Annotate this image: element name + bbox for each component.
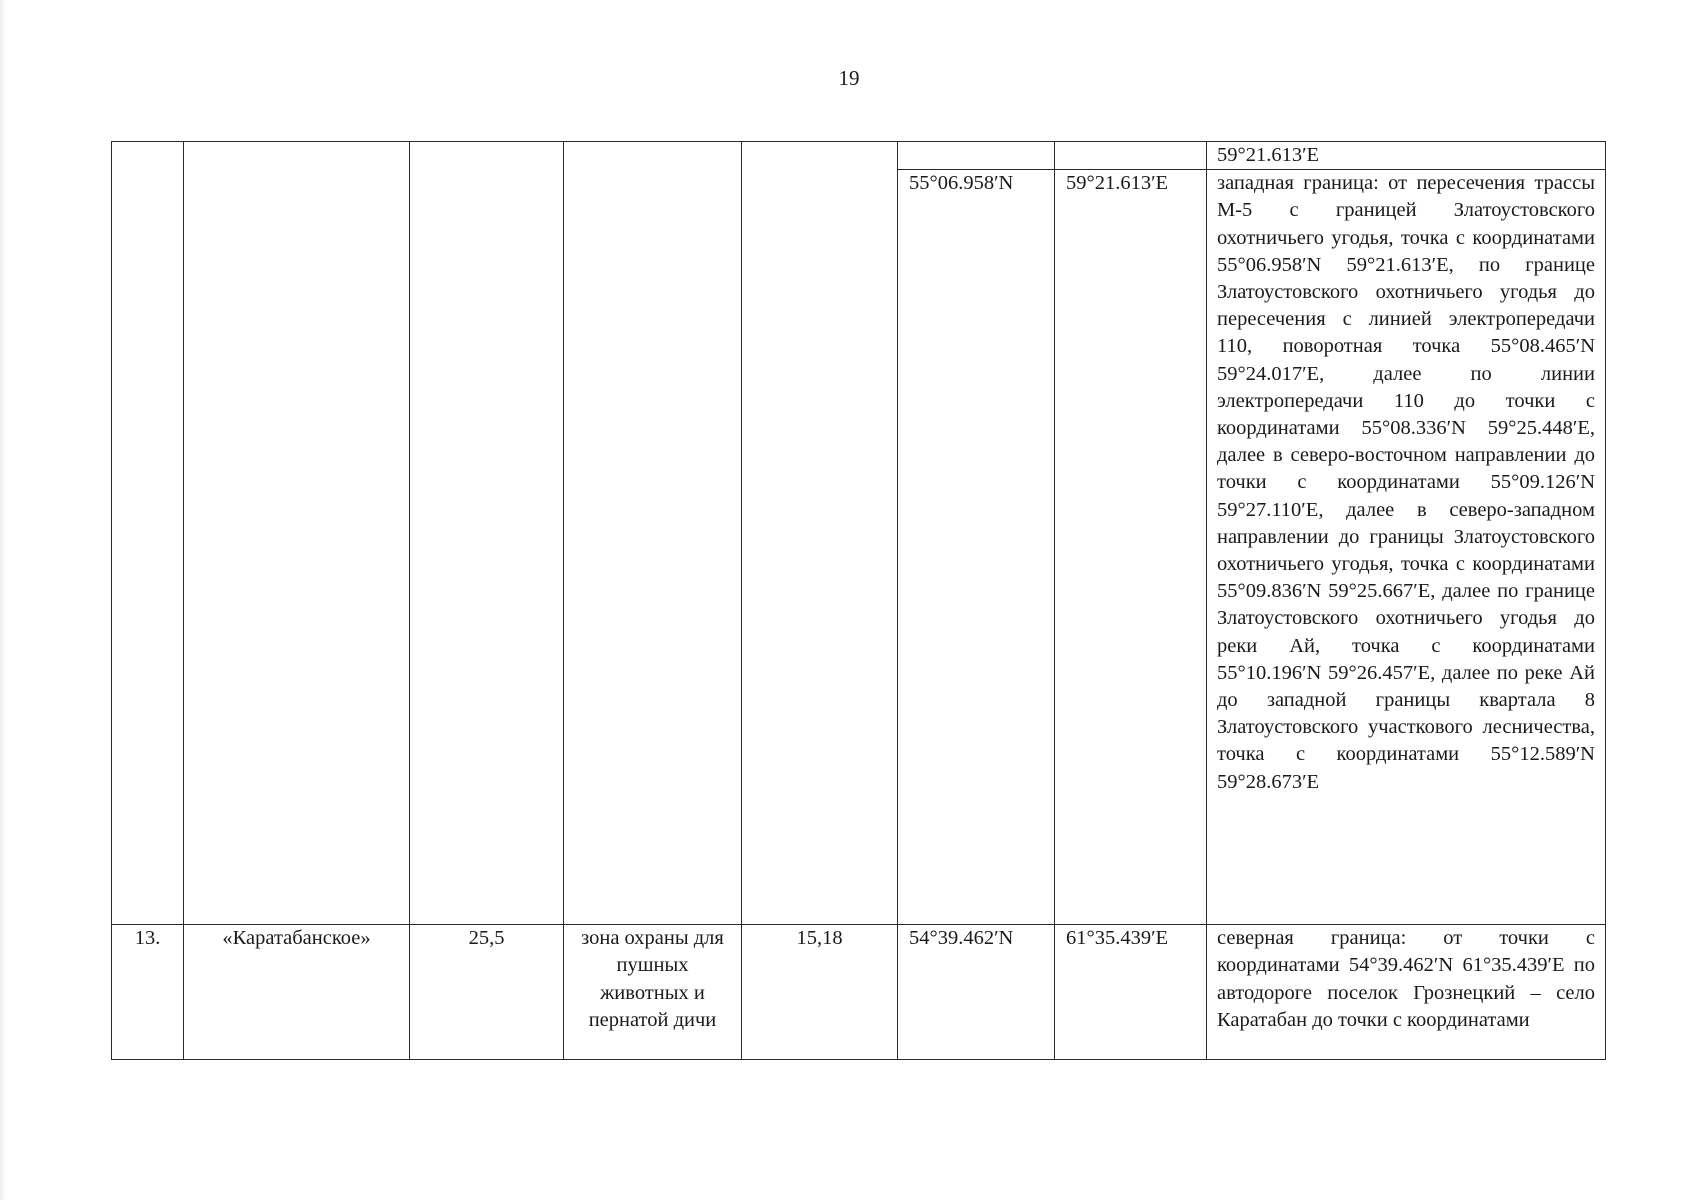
cell-size <box>742 142 898 925</box>
cell-boundary-description: северная граница: от точки с координатами 54°39.462′N 61°35.439′E по автодороге поселок Грознецкий – село Каратабан до точки с координатами <box>1207 925 1606 1060</box>
cell-name <box>184 142 410 925</box>
cell-number <box>112 142 184 925</box>
cell-name: «Каратабанское» <box>184 925 410 1060</box>
cell-zone-type <box>564 142 742 925</box>
boundary-table <box>111 141 1606 1060</box>
cell-number: 13. <box>112 925 184 1060</box>
cell-zone-type: зона охраны для пушных животных и пернатой дичи <box>564 925 742 1060</box>
cell-latitude <box>898 142 1055 170</box>
scan-edge <box>0 0 6 1200</box>
cell-longitude <box>1055 142 1207 170</box>
table-row <box>112 925 1606 1060</box>
cell-longitude: 61°35.439′E <box>1055 925 1207 1060</box>
cell-area <box>410 142 564 925</box>
cell-latitude: 54°39.462′N <box>898 925 1055 1060</box>
cell-longitude: 59°21.613′E <box>1055 170 1207 925</box>
cell-latitude: 55°06.958′N <box>898 170 1055 925</box>
cell-boundary-description: 59°21.613′E <box>1207 142 1606 170</box>
cell-area: 25,5 <box>410 925 564 1060</box>
page-number: 19 <box>838 66 860 90</box>
cell-size: 15,18 <box>742 925 898 1060</box>
cell-boundary-description: западная граница: от пересечения трассы М-5 с границей Златоустовского охотничьего угодья, точка с координатами 55°06.958′N 59°21.613′E, по границе Златоустовского охотничьего угодья до пересечения с линией электропередачи 110, поворотная точка 55°08.465′N 59°24.017′E, далее по линии электропередачи 110 до точки с координатами 55°08.336′N 59°25.448′E, далее в северо-восточном направлении до точки с координатами 55°09.126′N 59°27.110′E, далее в северо-западном направлении до границы Златоустовского охотничьего угодья, точка с координатами 55°09.836′N 59°25.667′E, далее по границе Златоустовского охотничьего угодья до реки Ай, точка с координатами 55°10.196′N 59°26.457′E, далее по реке Ай до западной границы квартала 8 Златоустовского участкового лесничества, точка с координатами 55°12.589′N 59°28.673′E <box>1207 170 1606 925</box>
table-row <box>112 142 1606 170</box>
